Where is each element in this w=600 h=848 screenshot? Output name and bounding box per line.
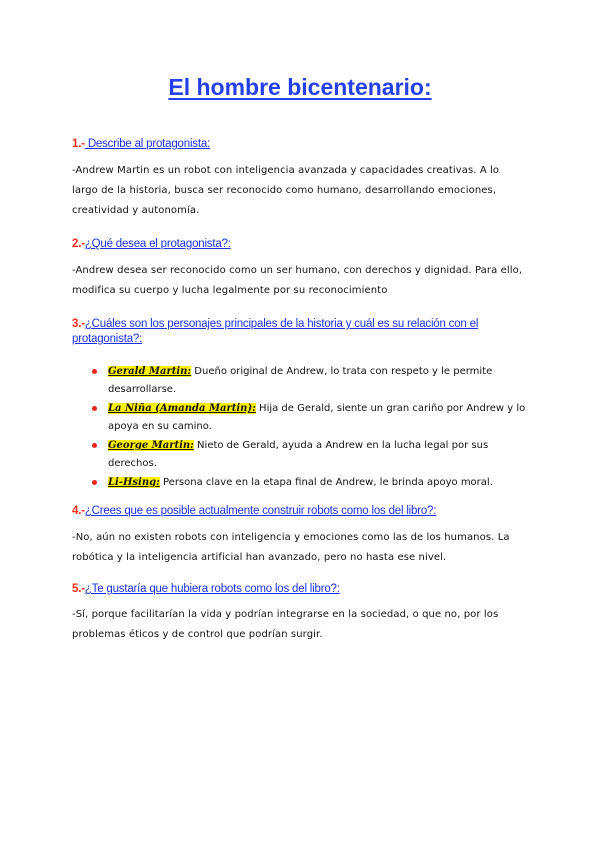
page-title: El hombre bicentenario: — [168, 74, 432, 100]
character-name: Li-Hsing: — [108, 477, 160, 488]
question-1 — [72, 137, 528, 152]
character-description: Hija de Gerald, siente un gran cariño por Andrew y lo apoya en su camino. — [108, 403, 526, 432]
answer-4: -No, aún no existen robots con inteligencia y emociones como las de los humanos. La robótica y la inteligencia artificial han avanzado, pero no hasta ese nivel. — [72, 532, 510, 563]
character-list — [72, 363, 528, 492]
question-number: 5.- — [72, 583, 85, 595]
question-text: ¿Crees que es posible actualmente construir robots como los del libro?: — [84, 505, 437, 517]
list-item — [92, 363, 528, 399]
character-description: Nieto de Gerald, ayuda a Andrew en la lucha legal por sus derechos. — [108, 440, 489, 469]
question-3 — [72, 317, 528, 347]
character-name: La Niña (Amanda Martin): — [108, 403, 256, 414]
question-text: Describe al protagonista: — [84, 138, 211, 150]
character-name: George Martin: — [108, 440, 194, 451]
bullet-icon — [92, 406, 97, 411]
answer-1: -Andrew Martin es un robot con inteligencia avanzada y capacidades creativas. A lo largo de la historia, busca ser reconocido como humano, desarrollando emociones, creatividad y autonomía. — [72, 165, 500, 216]
character-description: Dueño original de Andrew, lo trata con respeto y le permite desarrollarse. — [108, 366, 493, 395]
bullet-icon — [92, 369, 97, 374]
list-item — [92, 474, 528, 492]
answer-5: -Sí, porque facilitarían la vida y podrían integrarse en la sociedad, o que no, por los problemas éticos y de control que podrían surgir. — [72, 609, 499, 640]
question-text: ¿Qué desea el protagonista?: — [84, 238, 231, 250]
question-5 — [72, 582, 528, 597]
bullet-icon — [92, 443, 97, 448]
answer-2: -Andrew desea ser reconocido como un ser humano, con derechos y dignidad. Para ello, modifica su cuerpo y lucha legalmente por su reconocimiento — [72, 265, 523, 296]
question-2 — [72, 237, 528, 252]
character-description: Persona clave en la etapa final de Andrew, le brinda apoyo moral. — [159, 477, 493, 488]
question-text: ¿Te gustaría que hubiera robots como los del libro?: — [84, 583, 340, 595]
question-number: 1.- — [72, 138, 85, 150]
list-item — [92, 400, 528, 436]
character-name: Gerald Martin: — [108, 366, 192, 377]
list-item — [92, 437, 528, 473]
question-number: 3.- — [72, 318, 85, 330]
question-text: ¿Cuáles son los personajes principales de la historia y cuál es su relación con el protagonista?: — [72, 318, 479, 345]
question-number: 2.- — [72, 238, 85, 250]
question-number: 4.- — [72, 505, 85, 517]
question-4 — [72, 504, 528, 519]
bullet-icon — [92, 480, 97, 485]
